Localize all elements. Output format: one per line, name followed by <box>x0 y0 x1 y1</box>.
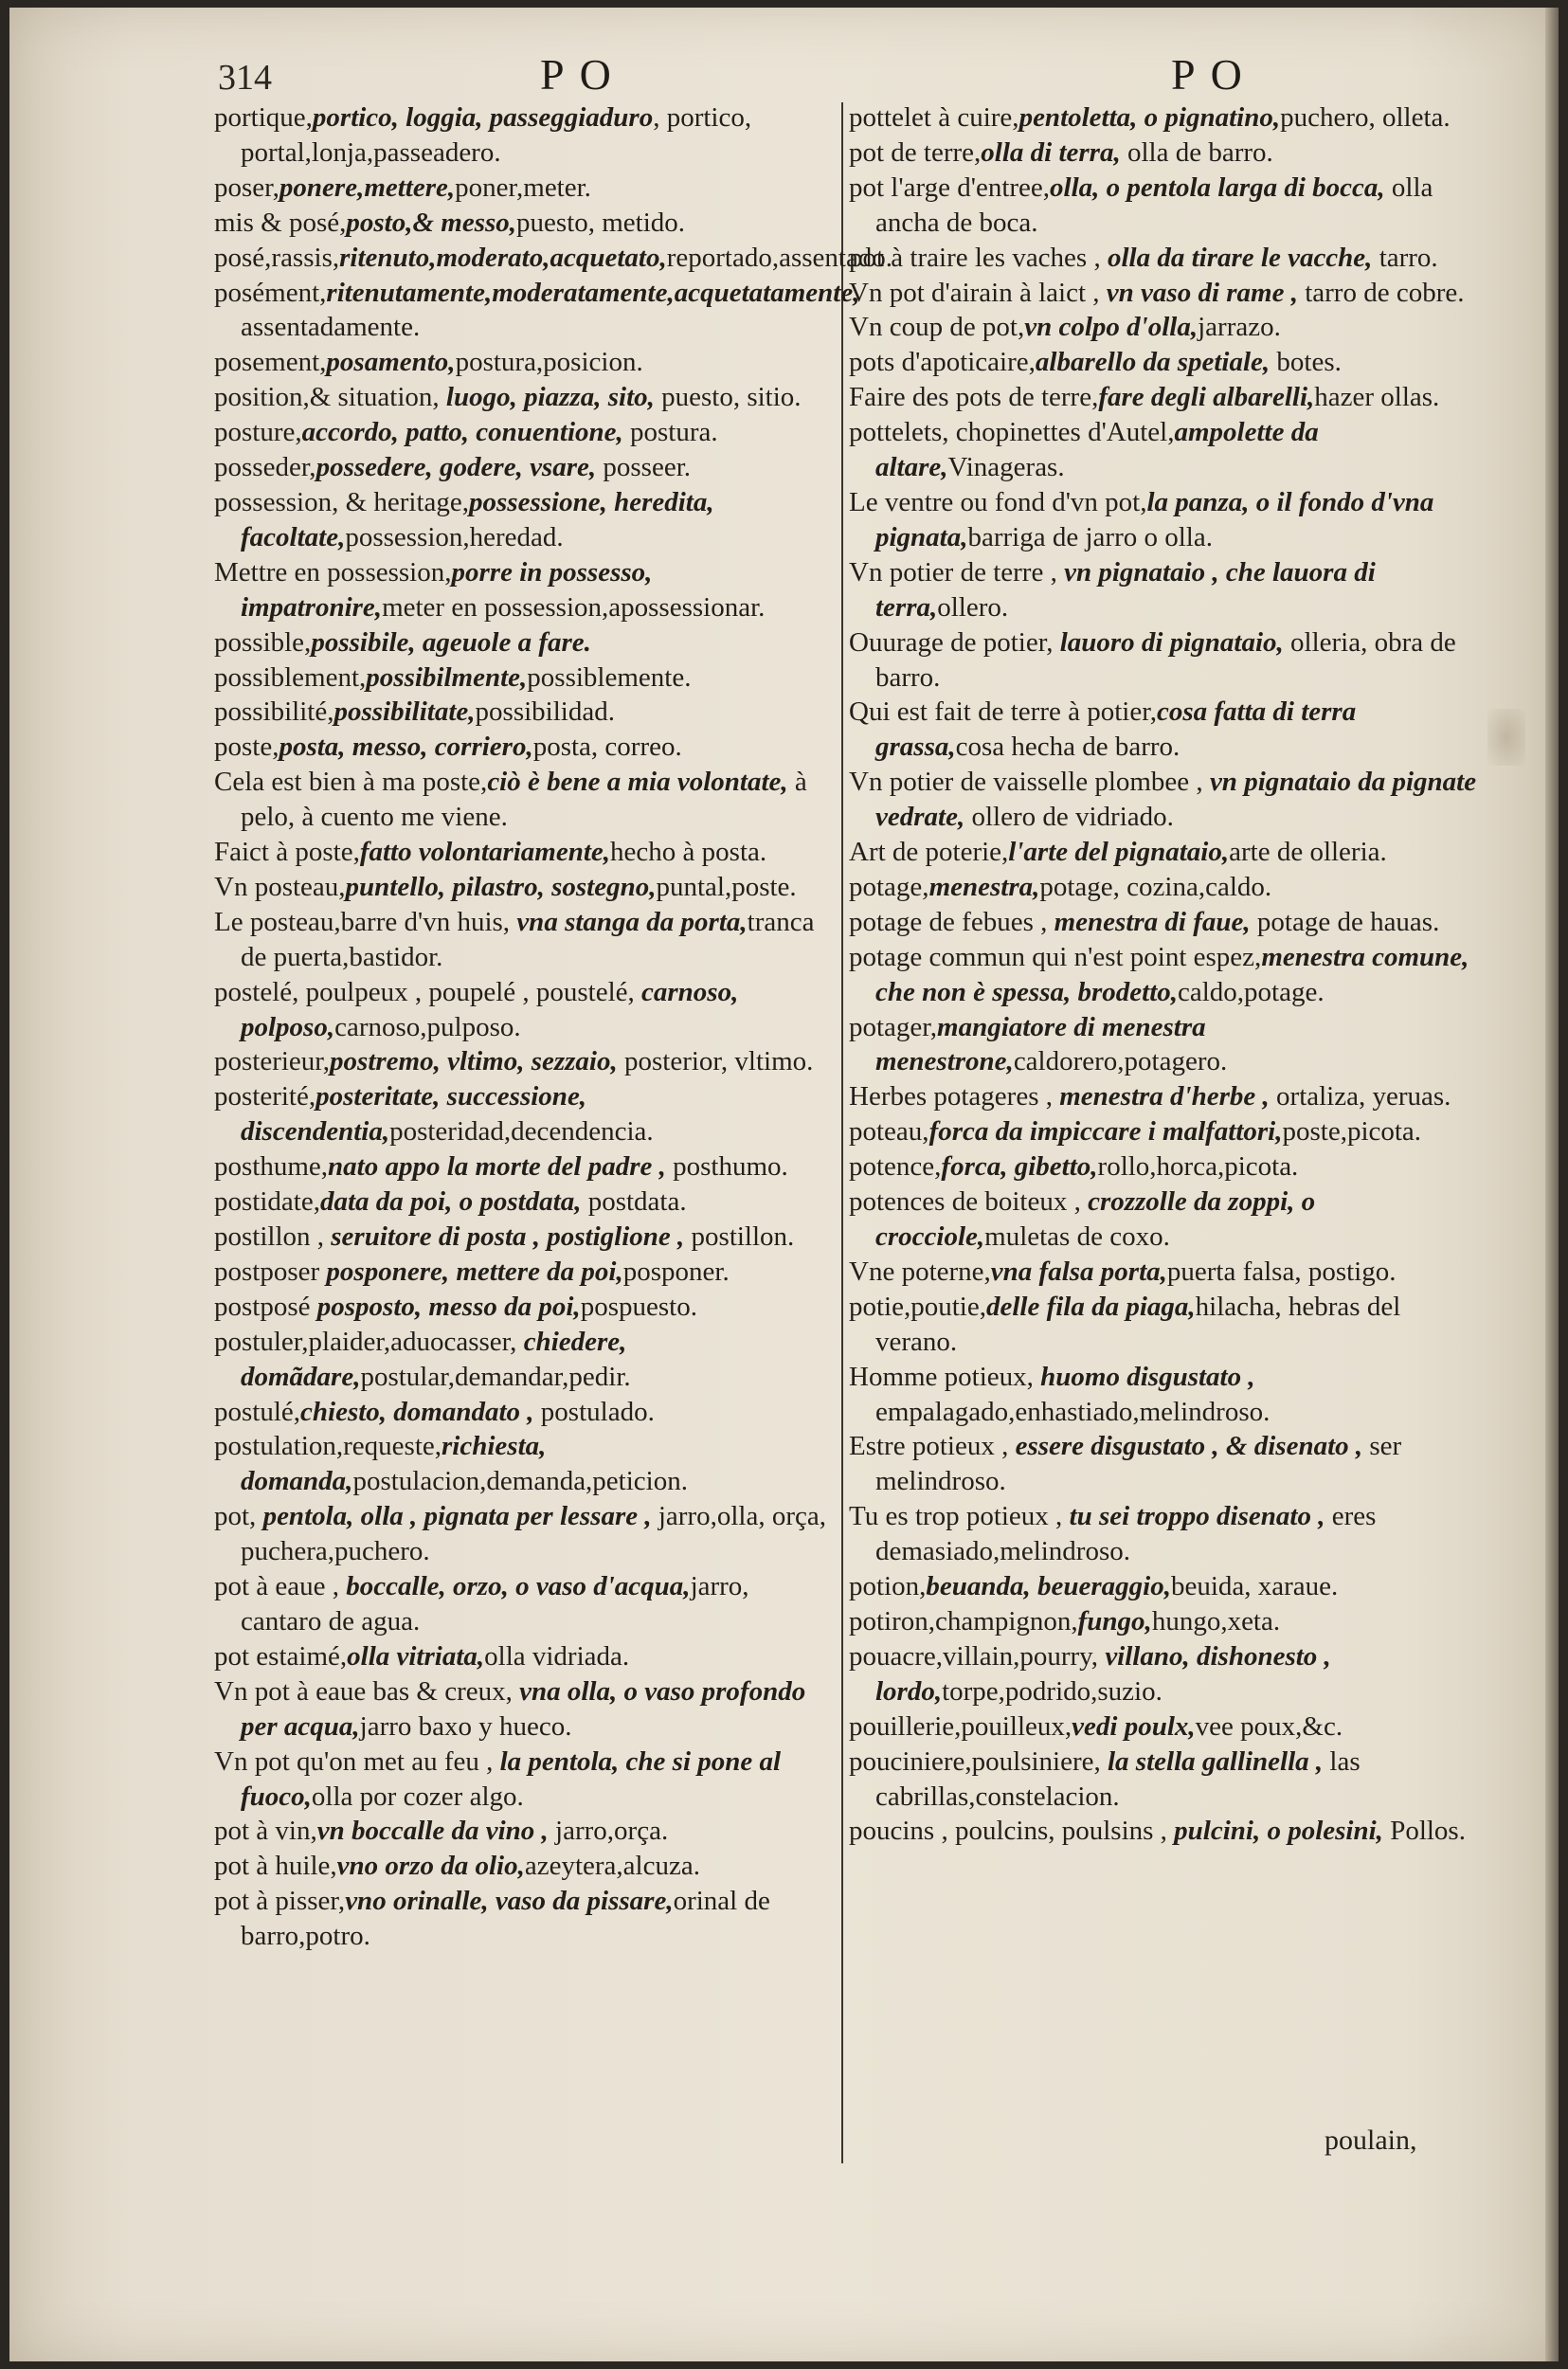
italian-gloss: vna stanga da porta, <box>510 906 748 937</box>
italian-gloss: vna falsa porta, <box>990 1256 1167 1287</box>
italian-gloss: forca, gibetto, <box>941 1151 1098 1183</box>
italian-gloss: posteritate, successione, discendentia, <box>241 1081 587 1148</box>
dictionary-entry <box>849 310 1478 345</box>
french-headword: Vn pot d'airain à laict , <box>849 277 1100 308</box>
dictionary-entry <box>849 1149 1478 1184</box>
spanish-gloss: las cabrillas,constelacion. <box>875 1745 1361 1812</box>
french-headword: poucins , poulcins, poulsins , <box>849 1816 1167 1847</box>
dictionary-entry <box>214 870 832 905</box>
french-headword: possibilité, <box>214 696 334 728</box>
spanish-gloss: poste,picota. <box>1282 1116 1422 1148</box>
french-headword: posseder, <box>214 452 316 483</box>
italian-gloss: vno orzo da olio, <box>336 1851 525 1882</box>
french-headword: posément, <box>214 277 327 308</box>
italian-gloss: seruitore di posta , postiglione , <box>324 1221 685 1252</box>
dictionary-entry <box>214 835 832 870</box>
dictionary-entry <box>214 1325 832 1395</box>
spanish-gloss: hungo,xeta. <box>1151 1605 1281 1637</box>
dictionary-entry <box>214 555 832 625</box>
italian-gloss: olla, o pentola larga di bocca, <box>1050 172 1385 203</box>
italian-gloss: posamento, <box>326 347 456 378</box>
italian-gloss: posposto, messo da poi, <box>310 1291 581 1322</box>
french-headword: potager, <box>849 1011 938 1042</box>
french-headword: potie,poutie, <box>849 1291 986 1322</box>
spanish-gloss: orinal de barro,potro. <box>241 1886 770 1952</box>
italian-gloss: pentola, olla , pignata per lessare , <box>256 1501 652 1532</box>
dictionary-entry <box>849 345 1478 380</box>
french-headword: potion, <box>849 1571 927 1602</box>
dictionary-entry <box>849 870 1478 905</box>
spanish-gloss: pospuesto. <box>580 1291 697 1322</box>
italian-gloss: vn vaso di rame , <box>1099 277 1298 308</box>
dictionary-entry <box>849 1184 1478 1255</box>
dictionary-entry <box>214 1499 832 1569</box>
dictionary-entry <box>214 1079 832 1149</box>
french-headword: postelé, poulpeux , poupelé , poustelé, <box>214 976 635 1007</box>
italian-gloss: la pentola, che si pone al fuoco, <box>241 1745 782 1812</box>
dictionary-entry <box>849 835 1478 870</box>
dictionary-entry <box>849 380 1478 415</box>
spanish-gloss: eres demasiado,melindroso. <box>875 1501 1377 1567</box>
french-headword: pot de terre, <box>849 136 982 168</box>
french-headword: posement, <box>214 347 327 378</box>
spanish-gloss: caldo,potage. <box>1178 976 1325 1007</box>
dictionary-entry <box>214 1395 832 1430</box>
spanish-gloss: puesto, metido. <box>516 207 686 238</box>
spanish-gloss: torpe,podrido,suzio. <box>942 1675 1162 1707</box>
french-headword: pot à traire les vaches , <box>849 242 1101 273</box>
french-headword: Vn pot qu'on met au feu , <box>214 1745 494 1777</box>
spanish-gloss: olla vidriada. <box>484 1640 630 1672</box>
french-headword: postulé, <box>214 1396 301 1427</box>
italian-gloss: vedi poulx, <box>1072 1710 1196 1742</box>
french-headword: possible, <box>214 626 312 658</box>
spanish-gloss: possession,heredad. <box>345 521 564 552</box>
italian-gloss: porre in possesso, impatronire, <box>241 556 653 623</box>
dictionary-entry <box>849 1079 1478 1114</box>
dictionary-entry <box>214 730 832 765</box>
right-column-heading: PO <box>1171 50 1257 99</box>
spanish-gloss: puerta falsa, postigo. <box>1166 1256 1397 1287</box>
spanish-gloss: jarro,olla, orça, puchera,puchero. <box>241 1501 826 1567</box>
french-headword: postuler,plaider,aduocasser, <box>214 1326 517 1357</box>
spanish-gloss: postura. <box>622 417 718 448</box>
dictionary-entry <box>849 1429 1478 1499</box>
french-headword: pot l'arge d'entree, <box>849 172 1051 203</box>
italian-gloss: puntello, pilastro, sostegno, <box>345 871 657 902</box>
italian-gloss: possibile, ageuole a fare. <box>311 626 591 658</box>
dictionary-entry <box>214 1674 832 1745</box>
spanish-gloss: jarro,orça. <box>548 1816 669 1847</box>
spanish-gloss: muletas de coxo. <box>984 1221 1170 1252</box>
dictionary-entry <box>849 1745 1478 1815</box>
italian-gloss: l'arte del pignataio, <box>1008 837 1230 868</box>
french-headword: pot, <box>214 1501 257 1532</box>
french-headword: Estre potieux , <box>849 1431 1009 1462</box>
dictionary-entry <box>214 1884 832 1954</box>
dictionary-entry <box>214 1639 832 1674</box>
french-headword: Faire des pots de terre, <box>849 382 1099 413</box>
french-headword: pot à huile, <box>214 1851 337 1882</box>
french-headword: pouacre,villain,pourry, <box>849 1640 1099 1672</box>
italian-gloss: menestra comune, che non è spessa, brodetto, <box>875 941 1469 1007</box>
french-headword: Vn coup de pot, <box>849 312 1025 343</box>
dictionary-entry <box>214 415 832 450</box>
paper-stain <box>1487 709 1525 766</box>
dictionary-entry <box>849 100 1478 136</box>
italian-gloss: villano, dishonesto , lordo, <box>875 1640 1331 1707</box>
italian-gloss: possedere, godere, vsare, <box>315 452 597 483</box>
italian-gloss: olla da tirare le vacche, <box>1100 242 1373 273</box>
french-headword: pouillerie,pouilleux, <box>849 1710 1072 1742</box>
spanish-gloss: arte de olleria. <box>1229 837 1387 868</box>
dictionary-entry <box>849 940 1478 1010</box>
dictionary-entry <box>214 660 832 696</box>
french-headword: Tu es trop potieux , <box>849 1501 1063 1532</box>
spanish-gloss: azeytera,alcuza. <box>524 1851 700 1882</box>
italian-gloss: carnoso, polposo, <box>241 976 739 1042</box>
dictionary-entry <box>214 625 832 660</box>
spanish-gloss: possiblemente. <box>527 661 692 693</box>
french-headword: Qui est fait de terre à potier, <box>849 696 1157 728</box>
italian-gloss: la panza, o il fondo d'vna pignata, <box>875 486 1434 552</box>
french-headword: postulation,requeste, <box>214 1431 442 1462</box>
italian-gloss: forca da impiccare i malfattori, <box>928 1116 1283 1148</box>
french-headword: Vn potier de terre , <box>849 556 1057 588</box>
spanish-gloss: ollero. <box>937 591 1009 623</box>
french-headword: pot à pisser, <box>214 1886 346 1917</box>
french-headword: potences de boiteux , <box>849 1186 1081 1218</box>
dictionary-entry <box>214 1044 832 1079</box>
spanish-gloss: tarro. <box>1372 242 1438 273</box>
french-headword: posterité, <box>214 1081 316 1112</box>
spanish-gloss: caldorero,potagero. <box>1013 1046 1228 1077</box>
spanish-gloss: poner,meter. <box>455 172 591 203</box>
spanish-gloss: jarro, cantaro de agua. <box>241 1571 749 1637</box>
french-headword: Homme potieux, <box>849 1361 1034 1392</box>
spanish-gloss: postular,demandar,pedir. <box>360 1361 631 1392</box>
french-headword: posthume, <box>214 1151 329 1183</box>
spanish-gloss: posseer. <box>596 452 692 483</box>
dictionary-entry <box>214 695 832 730</box>
spanish-gloss: jarrazo. <box>1198 312 1281 343</box>
dictionary-entry <box>849 765 1478 835</box>
column-divider <box>841 102 843 2163</box>
french-headword: Faict à poste, <box>214 837 360 868</box>
dictionary-entry <box>849 485 1478 555</box>
french-headword: Vn pot à eaue bas & creux, <box>214 1675 513 1707</box>
french-headword: pots d'apoticaire, <box>849 347 1036 378</box>
running-head <box>9 44 1559 100</box>
spanish-gloss: à pelo, à cuento me viene. <box>241 767 807 833</box>
french-headword: mis & posé, <box>214 207 347 238</box>
spanish-gloss: olla ancha de boca. <box>875 172 1433 238</box>
spanish-gloss: rollo,horca,picota. <box>1097 1151 1299 1183</box>
spanish-gloss: vee poux,&c. <box>1195 1710 1343 1742</box>
italian-gloss: vn pignataio , che lauora di terra, <box>875 556 1376 623</box>
italian-gloss: possibilmente, <box>366 661 528 693</box>
french-headword: potage de febues , <box>849 906 1048 937</box>
italian-gloss: accordo, patto, conuentione, <box>301 417 623 448</box>
italian-gloss: delle fila da piaga, <box>985 1291 1196 1322</box>
italian-gloss: huomo disgustato , <box>1033 1361 1255 1392</box>
dictionary-entry <box>849 1569 1478 1604</box>
spanish-gloss: beuida, xaraue. <box>1170 1571 1339 1602</box>
french-headword: position,& situation, <box>214 382 440 413</box>
french-headword: potage, <box>849 871 929 902</box>
right-column <box>849 100 1478 1849</box>
dictionary-entry <box>849 625 1478 696</box>
italian-gloss: possibilitate, <box>333 696 476 728</box>
french-headword: poser, <box>214 172 279 203</box>
dictionary-entry <box>849 171 1478 241</box>
dictionary-entry <box>849 1604 1478 1639</box>
french-headword: postidate, <box>214 1186 320 1218</box>
italian-gloss: ritenuto,moderato,acquetato, <box>339 242 667 273</box>
dictionary-entry <box>849 1360 1478 1430</box>
spanish-gloss: meter en possession,apossessionar. <box>382 591 766 623</box>
dictionary-entry <box>214 905 832 975</box>
dictionary-entry <box>214 276 860 346</box>
spanish-gloss: ser melindroso. <box>875 1431 1402 1497</box>
dictionary-entry <box>214 171 832 206</box>
dictionary-entry <box>214 1220 832 1255</box>
dictionary-entry <box>214 1849 832 1884</box>
dictionary-entry <box>849 905 1478 940</box>
book-spine-edge <box>1545 8 1559 2361</box>
catchword: poulain, <box>1325 2125 1417 2156</box>
italian-gloss: portico, loggia, passeggiaduro <box>312 102 654 133</box>
french-headword: pouciniere,poulsiniere, <box>849 1745 1101 1777</box>
spanish-gloss: empalagado,enhastiado,melindroso. <box>875 1396 1271 1427</box>
italian-gloss: vn colpo d'olla, <box>1024 312 1199 343</box>
spanish-gloss: postulacion,demanda,peticion. <box>352 1466 688 1497</box>
french-headword: Art de poterie, <box>849 837 1009 868</box>
spanish-gloss: posponer. <box>622 1256 730 1287</box>
french-headword: Vn posteau, <box>214 871 346 902</box>
italian-gloss: possessione, heredita, facoltate, <box>241 486 714 552</box>
italian-gloss: vn pignataio da pignate vedrate, <box>875 767 1477 833</box>
french-headword: Le posteau,barre d'vn huis, <box>214 906 511 937</box>
spanish-gloss: olleria, obra de barro. <box>875 626 1456 693</box>
spanish-gloss: cosa hecha de barro. <box>955 732 1181 763</box>
french-headword: Mettre en possession, <box>214 556 452 588</box>
spanish-gloss: jarro baxo y hueco. <box>359 1710 572 1742</box>
dictionary-entry <box>849 1114 1478 1149</box>
italian-gloss: cosa fatta di terra grassa, <box>875 696 1357 763</box>
italian-gloss: ponere,mettere, <box>279 172 456 203</box>
dictionary-entry <box>849 1255 1478 1290</box>
french-headword: posture, <box>214 417 302 448</box>
italian-gloss: fungo, <box>1077 1605 1152 1637</box>
french-headword: posterieur, <box>214 1046 331 1077</box>
spanish-gloss: tarro de cobre. <box>1297 277 1465 308</box>
dictionary-entry <box>849 1499 1478 1569</box>
italian-gloss: ampolette da altare, <box>875 417 1319 483</box>
spanish-gloss: posteridad,decendencia. <box>389 1116 654 1148</box>
italian-gloss: tu sei troppo disenato , <box>1062 1501 1325 1532</box>
dictionary-entry <box>214 380 832 415</box>
french-headword: pot à eaue , <box>214 1571 340 1602</box>
spanish-gloss: potage de hauas. <box>1250 906 1440 937</box>
dictionary-entry <box>849 555 1478 625</box>
dictionary-entry <box>849 136 1478 171</box>
dictionary-entry <box>214 975 832 1045</box>
french-headword: pottelet à cuire, <box>849 102 1019 133</box>
french-headword: potage commun qui n'est point espez, <box>849 941 1262 972</box>
french-headword: pottelets, chopinettes d'Autel, <box>849 417 1175 448</box>
spanish-gloss: postulado. <box>533 1396 655 1427</box>
french-headword: poste, <box>214 732 279 763</box>
dictionary-entry <box>214 1255 832 1290</box>
dictionary-entry <box>214 1745 832 1815</box>
italian-gloss: olla vitriata, <box>347 1640 485 1672</box>
french-headword: potiron,champignon, <box>849 1605 1078 1637</box>
spanish-gloss: hilacha, hebras del verano. <box>875 1291 1401 1357</box>
french-headword: Vne poterne, <box>849 1256 991 1287</box>
italian-gloss: nato appo la morte del padre , <box>328 1151 666 1183</box>
spanish-gloss: postura,posicion. <box>455 347 643 378</box>
italian-gloss: ritenutamente,moderatamente,acquetatamente, <box>326 277 860 308</box>
spanish-gloss: postillon. <box>684 1221 795 1252</box>
french-headword: postposer <box>214 1256 320 1287</box>
italian-gloss: vno orinalle, vaso da pissare, <box>345 1886 674 1917</box>
italian-gloss: la stella gallinella , <box>1100 1745 1324 1777</box>
spanish-gloss: reportado,assentado. <box>666 242 893 273</box>
french-headword: Herbes potageres , <box>849 1081 1053 1112</box>
french-headword: poteau, <box>849 1116 929 1148</box>
spanish-gloss: Pollos. <box>1382 1816 1466 1847</box>
spanish-gloss: barriga de jarro o olla. <box>967 521 1213 552</box>
dictionary-entry <box>849 276 1478 311</box>
french-headword: Le ventre ou fond d'vn pot, <box>849 486 1147 517</box>
spanish-gloss: botes. <box>1270 347 1342 378</box>
spanish-gloss: potage, cozina,caldo. <box>1039 871 1272 902</box>
spanish-gloss: posta, correo. <box>532 732 682 763</box>
italian-gloss: pulcini, o polesini, <box>1166 1816 1383 1847</box>
dictionary-entry <box>214 485 832 555</box>
italian-gloss: essere disgustato , & disenato , <box>1008 1431 1363 1462</box>
dictionary-entry <box>849 1639 1478 1709</box>
italian-gloss: richiesta, domanda, <box>241 1431 547 1497</box>
spanish-gloss: hazer ollas. <box>1314 382 1440 413</box>
italian-gloss: vn boccalle da vino , <box>316 1816 549 1847</box>
french-headword: possiblement, <box>214 661 367 693</box>
dictionary-entry <box>214 1429 832 1499</box>
italian-gloss: menestra di faue, <box>1047 906 1251 937</box>
dictionary-page <box>9 8 1559 2361</box>
spanish-gloss: olla de barro. <box>1120 136 1273 168</box>
dictionary-entry <box>849 1290 1478 1360</box>
spanish-gloss: , portico, portal,lonja,passeadero. <box>241 102 752 168</box>
french-headword: pot estaimé, <box>214 1640 348 1672</box>
spanish-gloss: ollero de vidriado. <box>964 802 1174 833</box>
french-headword: Cela est bien à ma poste, <box>214 767 488 798</box>
italian-gloss: menestra, <box>928 871 1040 902</box>
spanish-gloss: puchero, olleta. <box>1280 102 1451 133</box>
dictionary-entry <box>849 1010 1478 1080</box>
italian-gloss: beuanda, beueraggio, <box>926 1571 1171 1602</box>
french-headword: postposé <box>214 1291 311 1322</box>
french-headword: Ouurage de potier, <box>849 626 1054 658</box>
italian-gloss: boccalle, orzo, o vaso d'acqua, <box>339 1571 691 1602</box>
spanish-gloss: hecho à posta. <box>610 837 767 868</box>
spanish-gloss: puntal,poste. <box>656 871 797 902</box>
italian-gloss: albarello da spetiale, <box>1035 347 1271 378</box>
french-headword: pot à vin, <box>214 1816 317 1847</box>
italian-gloss: luogo, piazza, sito, <box>439 382 655 413</box>
italian-gloss: posponere, mettere da poi, <box>319 1256 623 1287</box>
dictionary-entry <box>214 1149 832 1184</box>
italian-gloss: fatto volontariamente, <box>359 837 611 868</box>
dictionary-entry <box>214 765 832 835</box>
italian-gloss: posta, messo, corriero, <box>279 732 533 763</box>
italian-gloss: chiesto, domandato , <box>300 1396 534 1427</box>
dictionary-entry <box>214 1184 832 1220</box>
spanish-gloss: posterior, vltimo. <box>617 1046 814 1077</box>
italian-gloss: postremo, vltimo, sezzaio, <box>330 1046 618 1077</box>
french-headword: potence, <box>849 1151 942 1183</box>
italian-gloss: vna olla, o vaso profondo per acqua, <box>241 1675 806 1742</box>
dictionary-entry <box>214 1569 832 1639</box>
italian-gloss: data da poi, o postdata, <box>319 1186 582 1218</box>
dictionary-entry <box>214 100 832 171</box>
dictionary-entry <box>214 345 832 380</box>
italian-gloss: fare degli albarelli, <box>1098 382 1315 413</box>
spanish-gloss: possibilidad. <box>475 696 615 728</box>
dictionary-entry <box>849 241 1478 276</box>
italian-gloss: lauoro di pignataio, <box>1053 626 1284 658</box>
spanish-gloss: postdata. <box>581 1186 687 1218</box>
spanish-gloss: assentadamente. <box>241 312 421 343</box>
italian-gloss: pentoletta, o pignatino, <box>1018 102 1281 133</box>
italian-gloss: ciò è bene a mia volontate, <box>487 767 788 798</box>
french-headword: portique, <box>214 102 313 133</box>
dictionary-entry <box>214 1814 832 1849</box>
french-headword: postillon , <box>214 1221 325 1252</box>
dictionary-entry <box>849 415 1478 485</box>
dictionary-entry <box>849 1709 1478 1745</box>
spanish-gloss: tranca de puerta,bastidor. <box>241 906 815 972</box>
french-headword: Vn potier de vaisselle plombee , <box>849 767 1203 798</box>
italian-gloss: crozzolle da zoppi, o crocciole, <box>875 1186 1316 1252</box>
italian-gloss: mangiatore di menestra menestrone, <box>875 1011 1206 1077</box>
italian-gloss: posto,& messo, <box>346 207 517 238</box>
dictionary-entry <box>214 241 893 276</box>
spanish-gloss: olla por cozer algo. <box>311 1781 524 1812</box>
italian-gloss: chiedere, domãdare, <box>241 1326 627 1392</box>
left-column-heading: PO <box>540 50 626 99</box>
dictionary-entry <box>214 1290 832 1325</box>
spanish-gloss: posthumo. <box>665 1151 788 1183</box>
dictionary-entry <box>849 695 1478 765</box>
spanish-gloss: puesto, sitio. <box>654 382 802 413</box>
french-headword: posé,rassis, <box>214 242 340 273</box>
dictionary-entry <box>214 206 832 241</box>
italian-gloss: olla di terra, <box>981 136 1121 168</box>
dictionary-entry <box>214 450 832 485</box>
spanish-gloss: Vinageras. <box>947 452 1065 483</box>
french-headword: possession, & heritage, <box>214 486 470 517</box>
spanish-gloss: ortaliza, yeruas. <box>1269 1081 1451 1112</box>
italian-gloss: menestra d'herbe , <box>1053 1081 1270 1112</box>
dictionary-entry <box>849 1814 1478 1849</box>
spanish-gloss: carnoso,pulposo. <box>334 1011 521 1042</box>
page-number: 314 <box>218 58 272 98</box>
